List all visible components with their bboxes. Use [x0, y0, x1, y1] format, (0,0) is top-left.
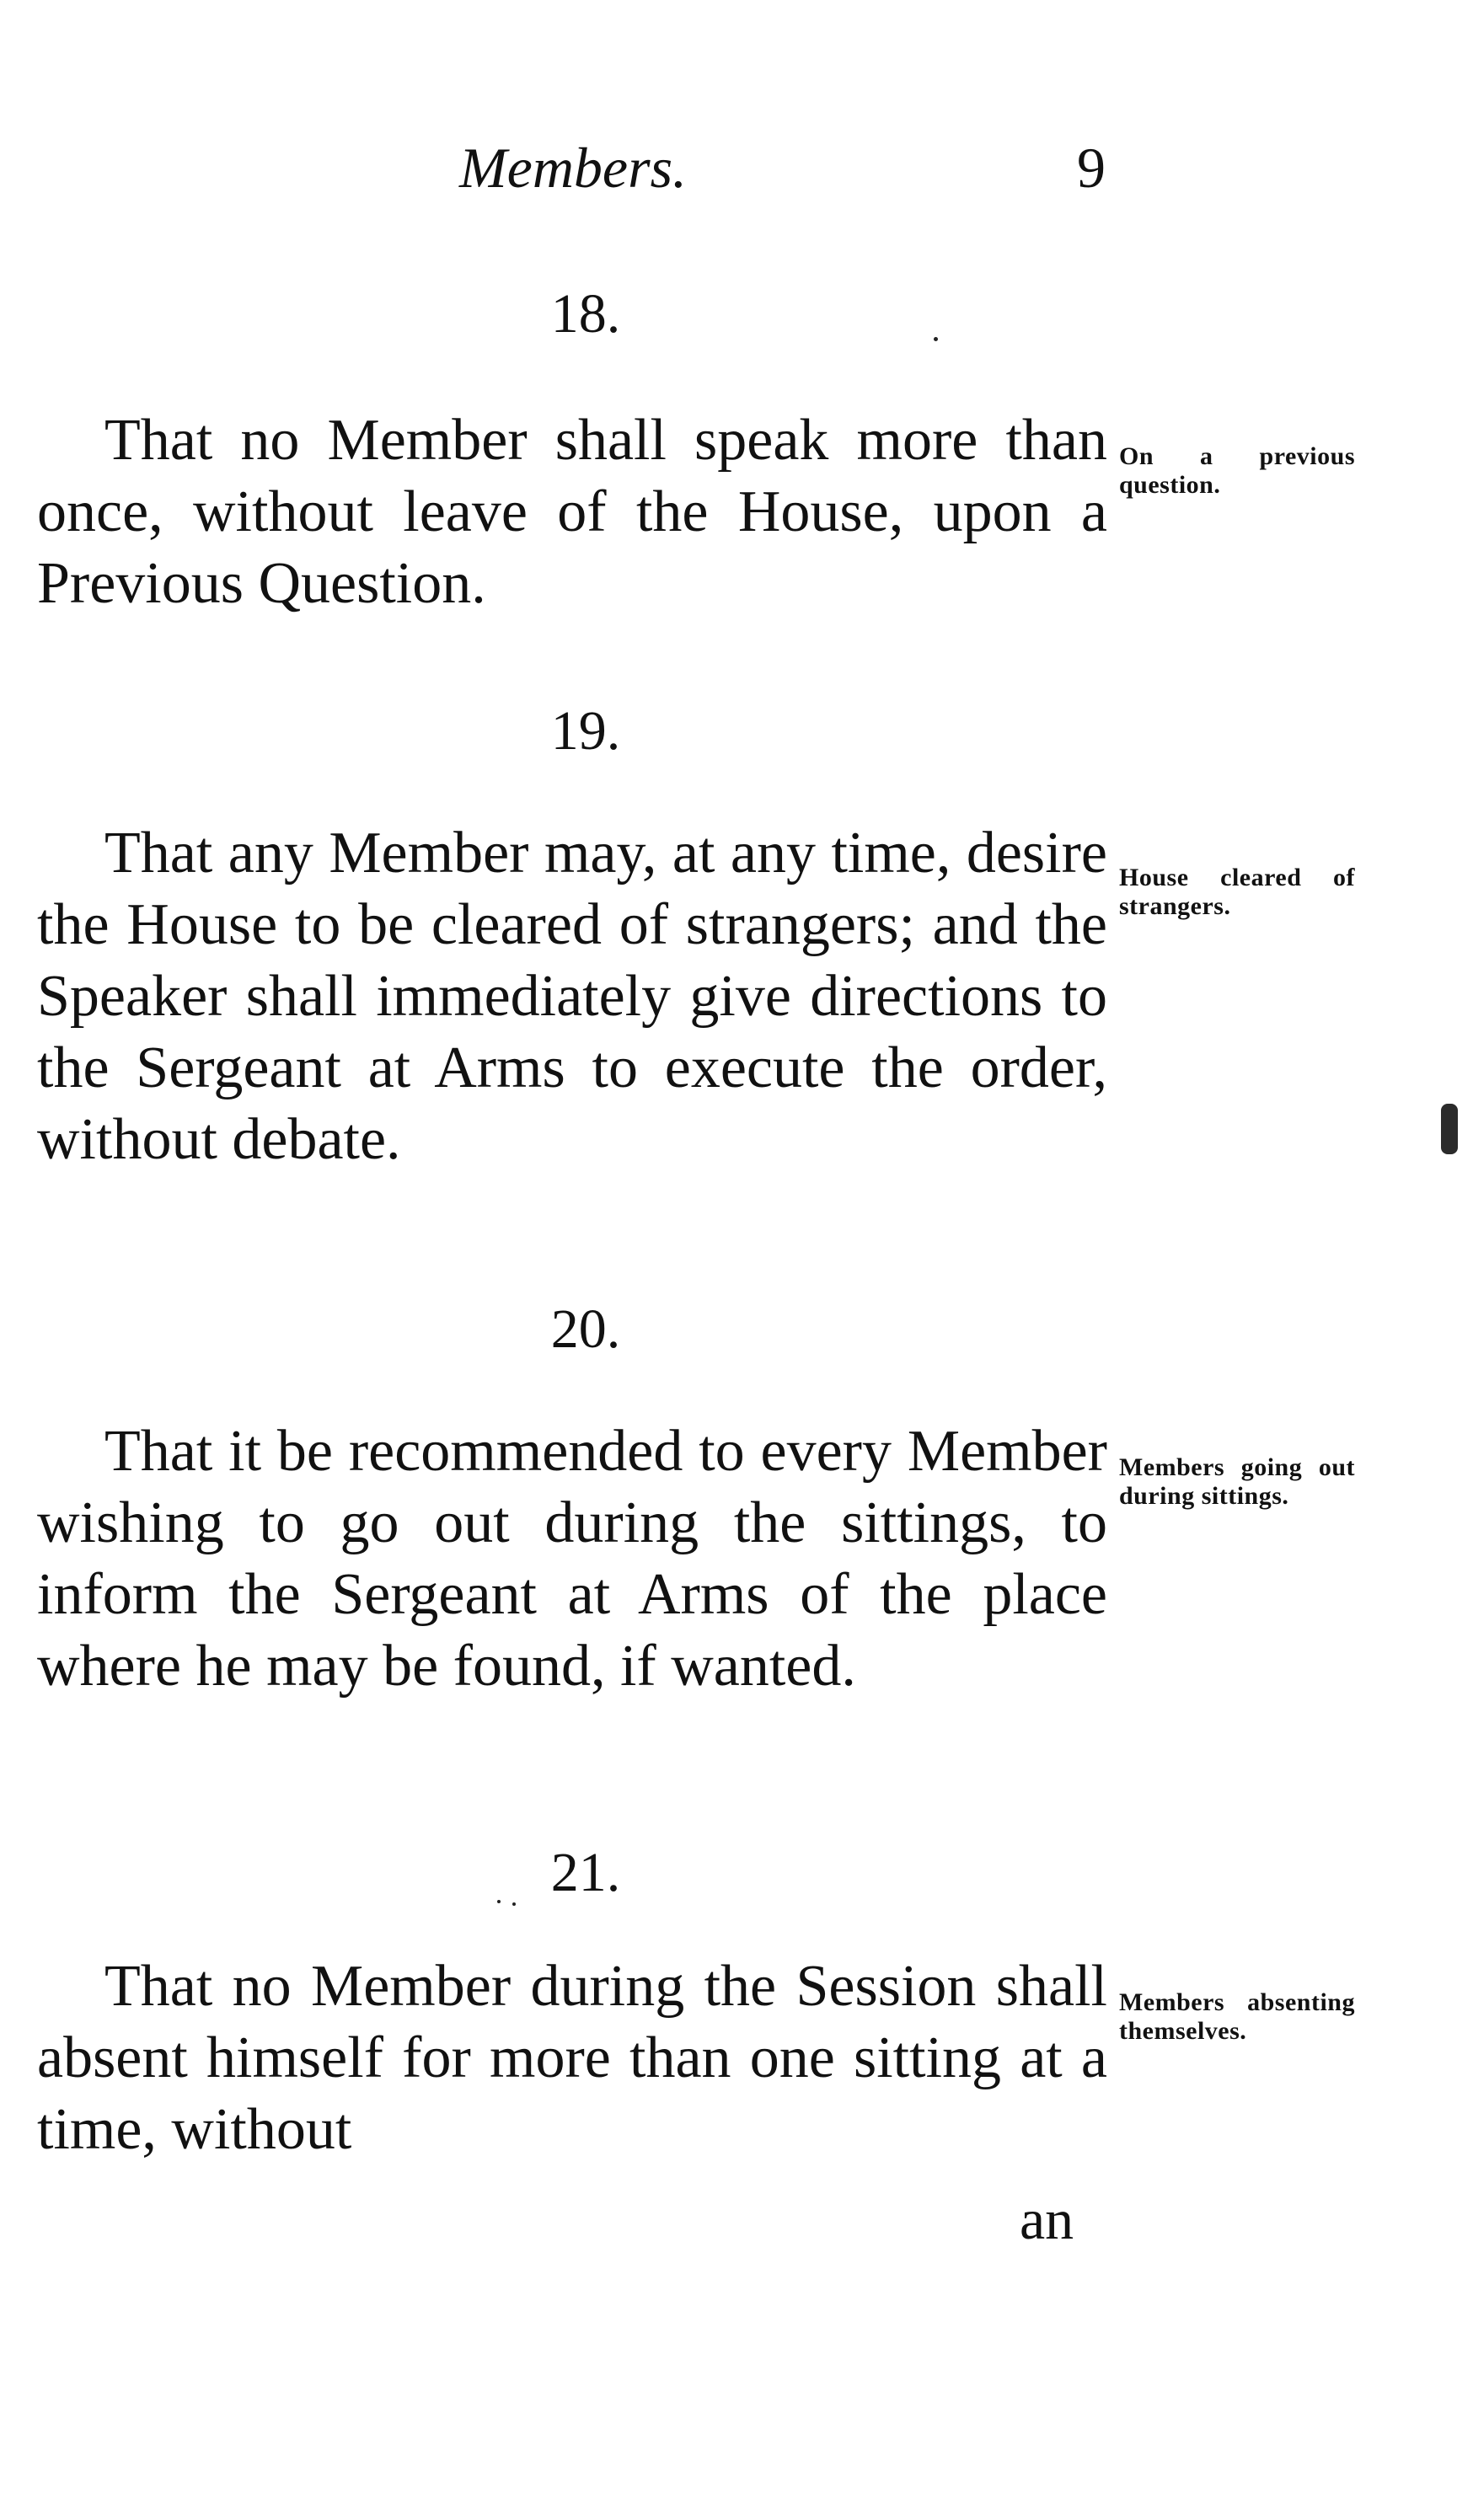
rule-number-21: 21.	[550, 1842, 621, 1903]
margin-note-20: Members going out during sittings.	[1119, 1453, 1355, 1510]
rule-text-21: That no Member during the Session shall absent himself for more than one sitting at a time, without	[37, 1954, 1107, 2162]
running-title: Members.	[459, 136, 688, 200]
rule-number-18: 18.	[550, 283, 621, 345]
rule-text-20: That it be recommended to every Member wishing to go out during the sittings, to inform the Sergeant at Arms of the place where he may be found, if wanted.	[37, 1419, 1107, 1699]
print-speck	[497, 1900, 501, 1903]
page-number: 9	[1077, 136, 1106, 200]
catchword: an	[1020, 2187, 1074, 2251]
rule-number-20: 20.	[550, 1298, 621, 1360]
rule-text-18: That no Member shall speak more than once, without leave of the House, upon a Previous Question.	[37, 408, 1107, 616]
print-speck	[512, 1902, 516, 1906]
margin-note-18: On a previous question.	[1119, 442, 1355, 499]
rule-number-19: 19.	[550, 700, 621, 762]
print-speck	[934, 337, 938, 341]
margin-note-19: House cleared of strangers.	[1119, 864, 1355, 920]
margin-note-21: Members absenting themselves.	[1119, 1988, 1355, 2045]
page-edge-mark	[1441, 1104, 1458, 1154]
rule-text-19: That any Member may, at any time, desire the House to be cleared of strangers; and the Speaker shall immediately give directions to the Sergeant at Arms to execute the order, without debate.	[37, 821, 1107, 1172]
